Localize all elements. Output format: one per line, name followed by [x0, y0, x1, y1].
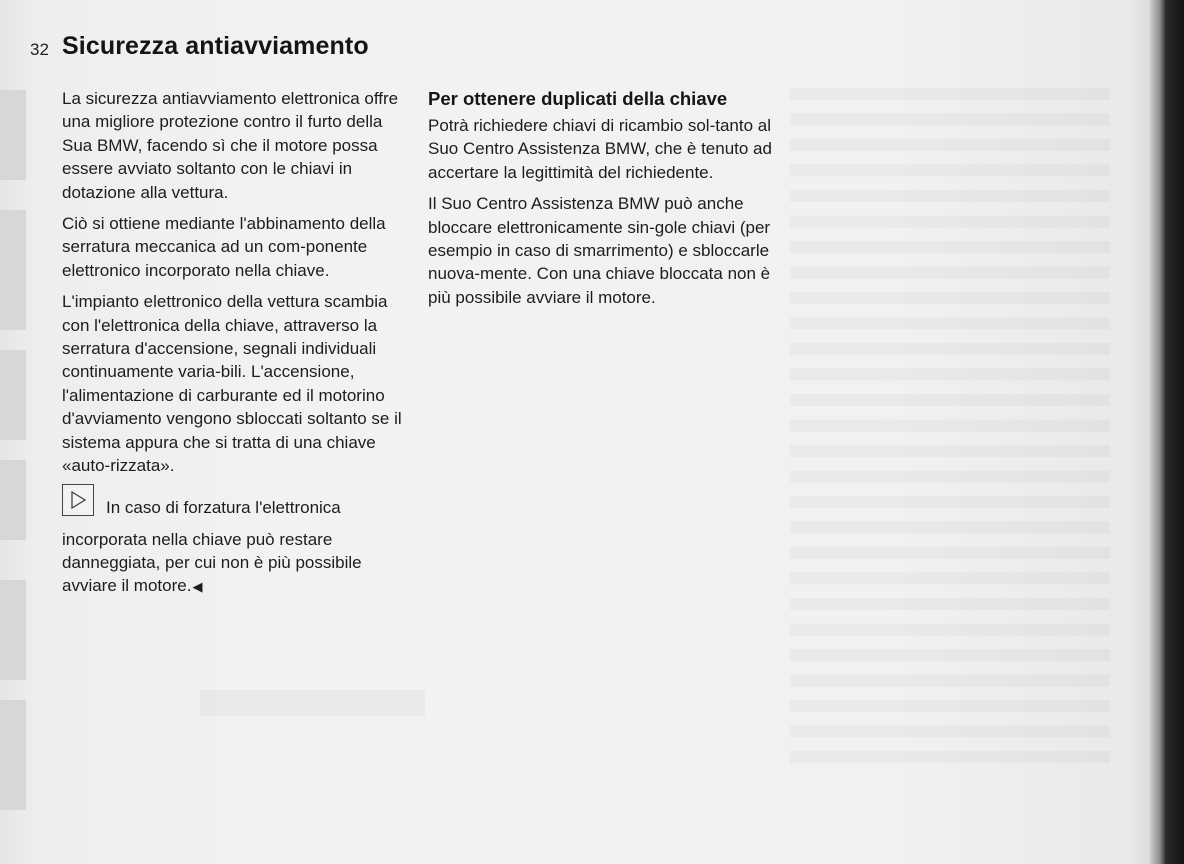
bleed-through-shadow	[790, 88, 1110, 768]
page-number: 32	[30, 40, 49, 59]
book-spine	[1150, 0, 1184, 864]
edge-tab	[0, 350, 26, 440]
right-column	[428, 87, 788, 317]
edge-tab	[0, 580, 26, 680]
page-title: Sicurezza antiavviamento	[62, 32, 369, 60]
paragraph: Potrà richiedere chiavi di ricambio sol-tanto al Suo Centro Assistenza BMW, che è tenuto ad accertare la legittimità del richiedente.	[428, 116, 772, 182]
paragraph: L'impianto elettronico della vettura scambia con l'elettronica della chiave, attraverso la serratura d'accensione, segnali individuali continuamente varia-bili. L'accensione, l'alimentazione di carburante ed il motorino d'avviamento vengono sbloccati soltanto se il sistema appura che si tratta di una chiave «auto-rizzata».	[62, 292, 402, 476]
section-heading: Per ottenere duplicati della chiave	[428, 88, 728, 109]
note-paragraph	[62, 496, 417, 599]
left-column	[62, 87, 417, 607]
edge-tab	[0, 460, 26, 540]
edge-tab	[0, 90, 26, 180]
paragraph: Il Suo Centro Assistenza BMW può anche bloccare elettronicamente sin-gole chiavi (per esempio in caso di smarrimento) e sbloccarle nuova-mente. Con una chiave bloccata non è più possibile avviare il motore.	[428, 194, 771, 307]
note-text: In caso di forzatura l'elettronica incorporata nella chiave può restare danneggiata, per cui non è più possibile avviare il motore.	[62, 497, 362, 596]
bleed-through-shadow	[200, 690, 425, 716]
edge-tab	[0, 700, 26, 810]
end-marker-icon: ◀	[192, 579, 203, 595]
paragraph: Ciò si ottiene mediante l'abbinamento della serratura meccanica ad un com-ponente elettronico incorporato nella chiave.	[62, 214, 386, 280]
edge-tab	[0, 210, 26, 330]
play-triangle-icon	[62, 484, 94, 516]
paragraph: La sicurezza antiavviamento elettronica offre una migliore protezione contro il furto della Sua BMW, facendo sì che il motore possa essere avviato soltanto con le chiavi in dotazione alla vettura.	[62, 89, 399, 202]
